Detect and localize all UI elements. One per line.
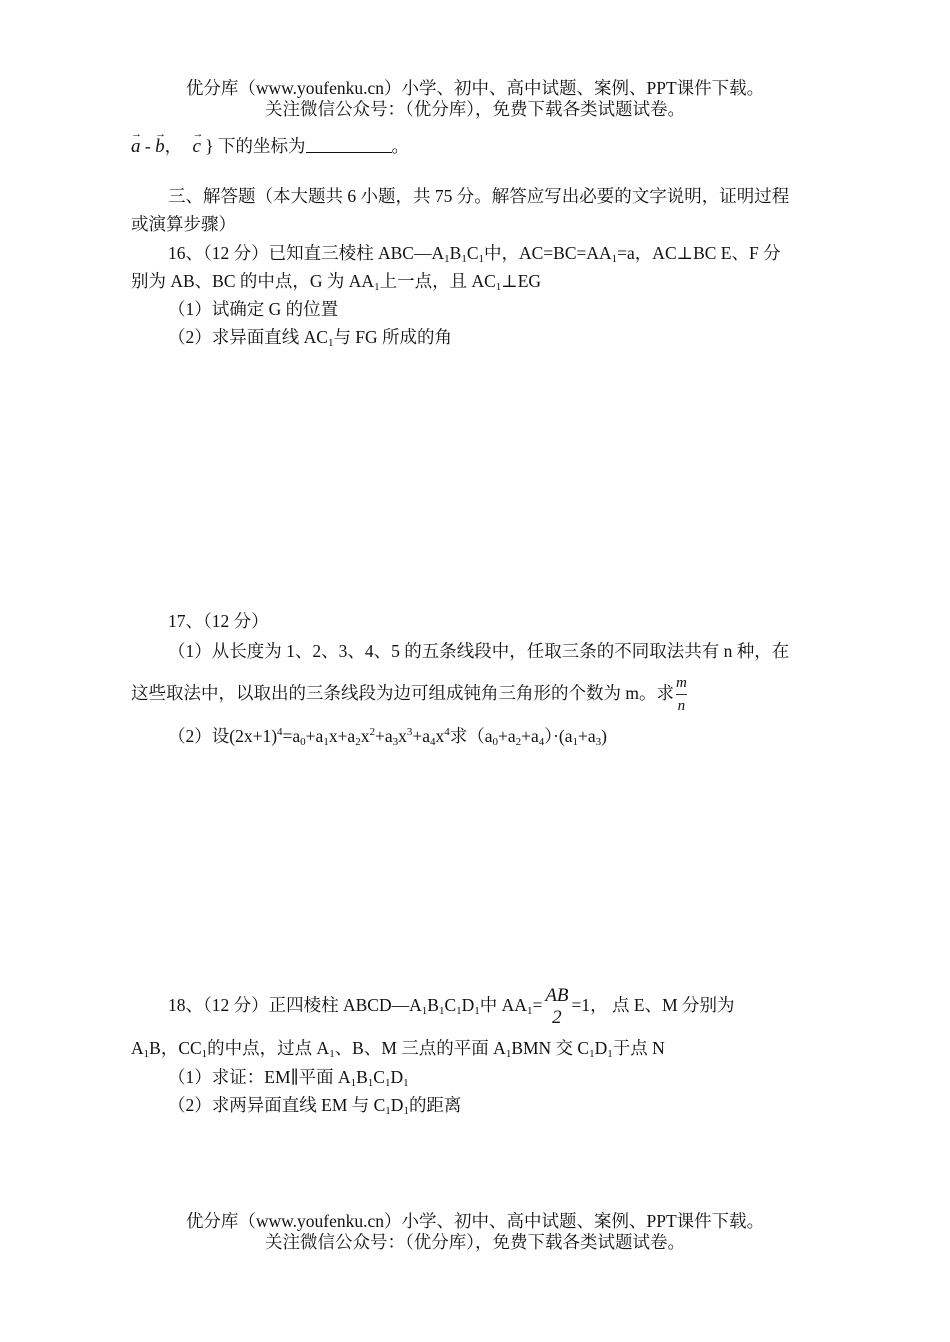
footer-line-2: 关注微信公众号：（优分库），免费下载各类试题试卷。 [265, 1232, 685, 1252]
q15-tail: → a - → b， → c } 下的坐标为 。 [131, 131, 409, 162]
q17-part1-line2: 这些取法中，以取出的三条线段为边可组成钝角三角形的个数为 m。求 $\frac{m}{n}$ [131, 668, 687, 718]
vector-arrow: → [155, 128, 167, 140]
q17-part2: （2）设$(2x+1)^4=a_0+a_1x+a_2x^2+a_3x^3+a_4x^4$求$(a_0+a_2+a_4)\cdot(a_1+a_3)$ [168, 726, 607, 748]
q16-part1: （1）试确定 G 的位置 [168, 299, 339, 319]
vector-a: → a [131, 132, 141, 162]
q18-stem-line2: $A_1B$，$CC_1$的中点，过点 $A_1$、B、M 三点的平面 $A_1BMN$ 交 $C_1D_1$于点 N [131, 1038, 665, 1060]
fraction-ab-over-2: AB 2 [545, 984, 569, 1028]
q16-part2: （2）求异面直线 $AC_1$与 FG 所成的角 [168, 327, 453, 349]
section3-title-line2: 或演算步骤） [131, 214, 236, 234]
q16-stem-line1: 16、（12 分）已知直三棱柱 $ABC—A_1B_1C_1$中，$AC=BC=AA_1=a$，AC⊥BC E、F 分 [168, 243, 781, 265]
vector-c: → c [192, 132, 200, 162]
section3-title-line1: 三、解答题（本大题共 6 小题，共 75 分。解答应写出必要的文字说明，证明过程 [168, 186, 790, 206]
header-line-2: 关注微信公众号：（优分库），免费下载各类试题试卷。 [265, 99, 685, 119]
q18-part1: （1）求证：EM∥平面 $A_1B_1C_1D_1$ [168, 1067, 409, 1089]
q18-stem-line1: 18、（12 分）正四棱柱 $ABCD—A_1B_1C_1D_1$中 $AA_1=$ AB 2 =1， 点 E、M 分别为 [168, 984, 735, 1028]
fraction-m-over-n: $\frac{m}{n}$ [676, 672, 687, 717]
vector-arrow: → [192, 128, 204, 140]
q17-part1-line1: （1）从长度为 1、2、3、4、5 的五条线段中，任取三条的不同取法共有 n 种，在 [168, 641, 790, 661]
answer-blank [306, 135, 392, 153]
vector-b: → b [155, 132, 165, 162]
header-line-1: 优分库（www.youfenku.cn）小学、初中、高中试题、案例、PPT课件下载。 [185, 78, 765, 98]
vector-arrow: → [131, 128, 142, 140]
footer-line-1: 优分库（www.youfenku.cn）小学、初中、高中试题、案例、PPT课件下载。 [185, 1211, 765, 1231]
q16-stem-line2: 别为 AB、BC 的中点，G 为 $AA_1$上一点，且 $AC_1\perp EG$ [131, 271, 542, 293]
q17-title: 17、（12 分） [168, 611, 269, 631]
q18-part2: （2）求两异面直线 EM 与 $C_1D_1$的距离 [168, 1095, 462, 1117]
